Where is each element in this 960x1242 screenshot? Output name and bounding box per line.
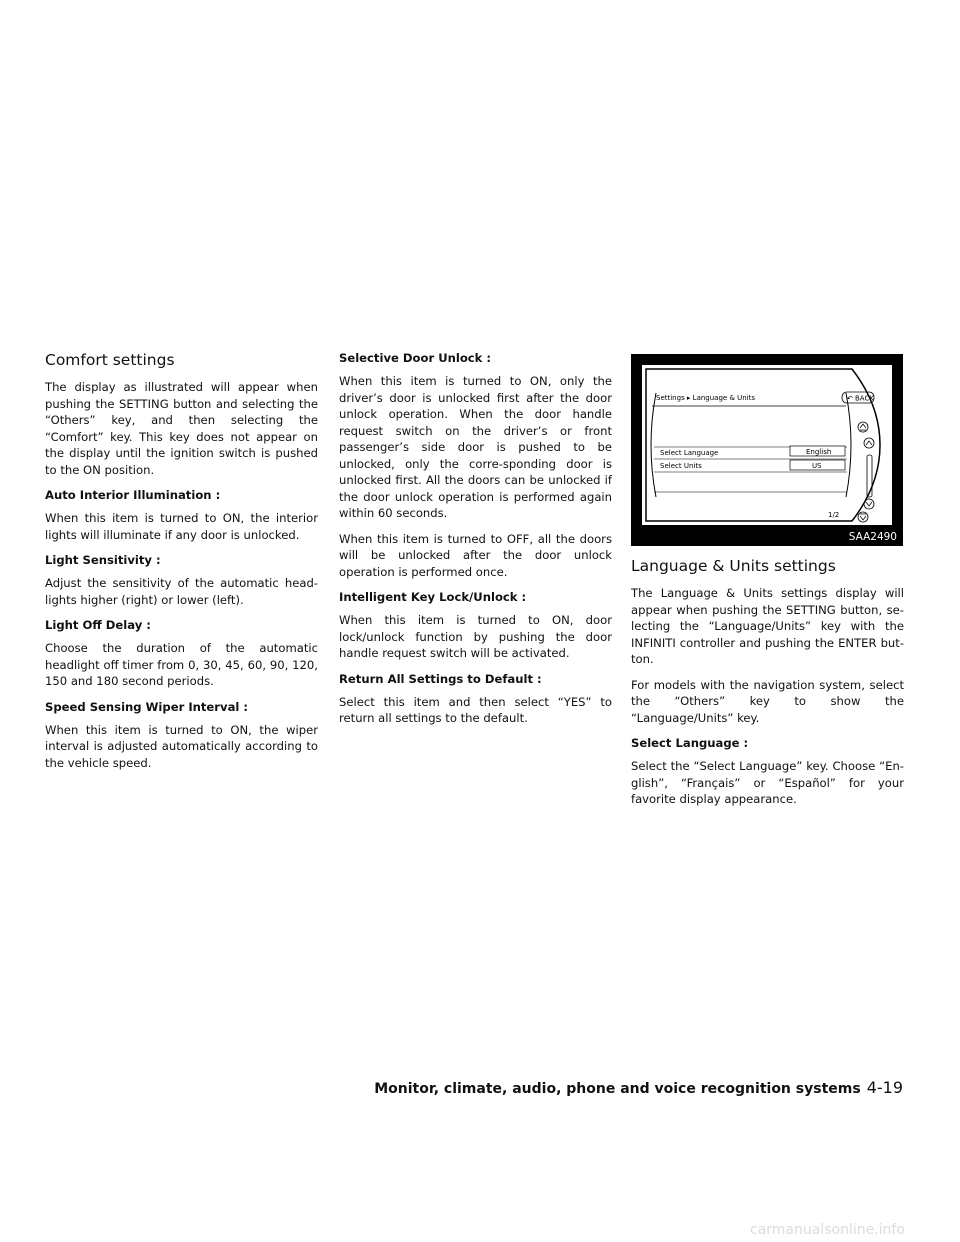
page-indicator: 1/2 [828, 511, 840, 519]
language-units-heading: Language & Units settings [631, 557, 836, 575]
watermark-text: carmanualsonline.info [750, 1222, 905, 1238]
screen-inner-curve [651, 393, 656, 497]
figure-id: SAA2490 [848, 531, 897, 543]
item-title-light-off-delay: Light Off Delay : [45, 618, 151, 632]
column-middle [339, 350, 612, 736]
item-title-selective-unlock: Selective Door Unlock : [339, 351, 492, 365]
comfort-settings-heading: Comfort settings [45, 351, 175, 369]
item-text-select-language: Select the “Select Language” key. Choose “En-glish”, “Français” or “Español” for your favorite display appearance. [631, 759, 904, 806]
item-text-return-defaults: Select this item and then select “YES” to return all settings to the default. [339, 694, 612, 725]
item-title-return-defaults: Return All Settings to Default : [339, 671, 542, 686]
screen-right-curve [846, 393, 851, 497]
item-title-intelligent-key: Intelligent Key Lock/Unlock : [339, 590, 527, 604]
back-label: BACK [855, 394, 874, 403]
display-bezel [646, 369, 880, 521]
item-text-light-sensitivity: Adjust the sensitivity of the automatic head-lights higher (right) or lower (left). [45, 576, 318, 607]
item-text-auto-interior: When this item is turned to ON, the interior lights will illuminate if any door is unlocked. [45, 511, 318, 542]
item-title-light-sensitivity: Light Sensitivity : [45, 553, 161, 567]
page-number: 4-19 [866, 1078, 903, 1097]
back-arrow-icon: ↶ [847, 394, 853, 403]
settings-screen-illustration [631, 354, 903, 546]
language-units-p2: For models with the navigation system, select the “Others” key to show the “Language/Units” key. [631, 677, 904, 725]
column-left [45, 350, 318, 780]
comfort-intro: The display as illustrated will appear when pushing the SETTING button and selecting the “Others” key, and then selecting the “Comfort” key. This key does not appear on the display until the ignition switch is pushed to the ON position. [45, 380, 318, 477]
row1-label: Select Language [660, 449, 719, 457]
screen-drawing [642, 365, 892, 525]
page-footer [0, 1078, 903, 1097]
scroll-up-icon [864, 438, 874, 448]
item-text-wiper-interval: When this item is turned to ON, the wiper interval is adjusted automatically according to the vehicle speed. [45, 722, 318, 770]
item-title-select-language: Select Language : [631, 736, 749, 750]
item-text-light-off-delay: Choose the duration of the automatic headlight off timer from 0, 30, 45, 60, 90, 120, 150 and 180 second periods. [45, 641, 318, 688]
row2-label: Select Units [660, 462, 702, 470]
item-title-auto-interior: Auto Interior Illumination : [45, 488, 221, 502]
screen-svg [642, 365, 892, 525]
footer-section-title: Monitor, climate, audio, phone and voice recognition systems [374, 1081, 861, 1097]
column-right [631, 556, 904, 817]
item-title-wiper-interval: Speed Sensing Wiper Interval : [45, 699, 249, 714]
row2-value: US [812, 462, 822, 470]
item-text-selective-unlock-1: When this item is turned to ON, only the driver’s door is unlocked first after the door unlock operation. When the door handle request switch on the driver’s or front passenger’s side door is pushed to be unlocked, only the corre-sponding door is unlocked first. All the doors can be unlocked if the door unlock operation is performed again within 60 seconds. [339, 374, 612, 520]
row1-value: English [806, 448, 832, 456]
item-text-selective-unlock-2: When this item is turned to OFF, all the doors will be unlocked after the door unlock operation is performed once. [339, 531, 612, 579]
item-text-intelligent-key: When this item is turned to ON, door lock/unlock function by pushing the door handle request switch will be activated. [339, 613, 612, 660]
breadcrumb-text: Settings ▸ Language & Units [656, 394, 756, 402]
language-units-p1: The Language & Units settings display will appear when pushing the SETTING button, se-lecting the “Language/Units” key with the INFINITI controller and pushing the ENTER but-ton. [631, 586, 904, 666]
scroll-down-icon [864, 499, 874, 509]
